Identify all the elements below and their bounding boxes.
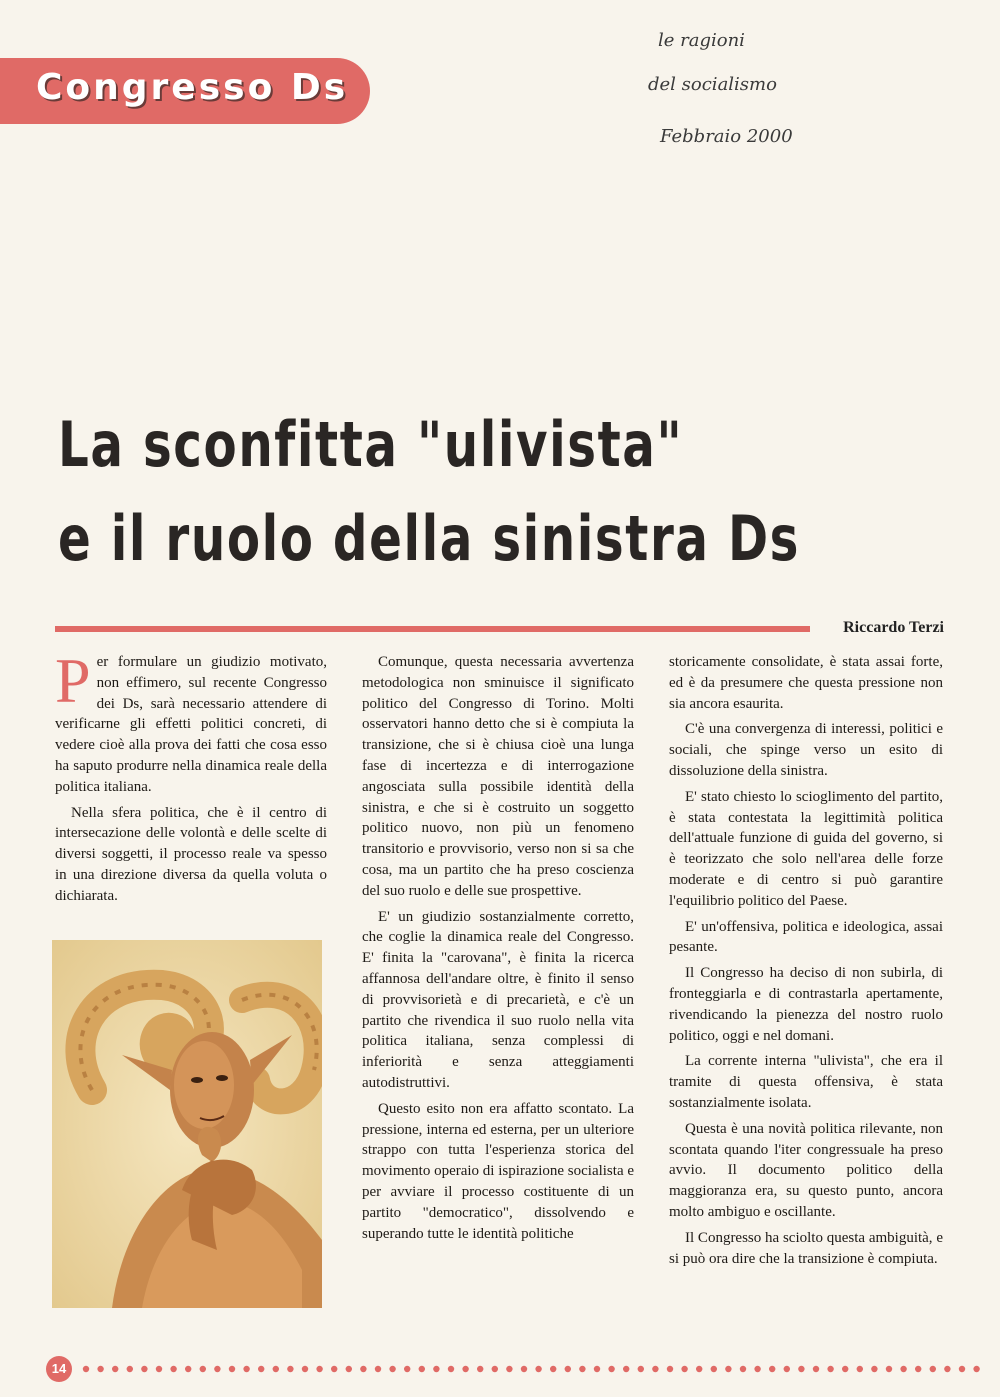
handwritten-line-3: Febbraio 2000 [660, 126, 793, 147]
footer-dot [784, 1366, 790, 1372]
footer-dot [200, 1366, 206, 1372]
footer-dot [404, 1366, 410, 1372]
footer-dot [915, 1366, 921, 1372]
footer-dot [127, 1366, 133, 1372]
footer-dot [506, 1366, 512, 1372]
paragraph: E' un'offensiva, politica e ideologica, assai pesante. [669, 918, 943, 956]
footer-dot [827, 1366, 833, 1372]
footer-dot [375, 1366, 381, 1372]
footer-dot [433, 1366, 439, 1372]
paragraph: Il Congresso ha sciolto questa ambiguità, e si può ora dire che la transizione è compiuta. [669, 1229, 943, 1267]
paragraph: Il Congresso ha deciso di non subirla, di fronteggiarla e di contrastarla apertamente, rivendicando la pienezza del nostro ruolo politico, oggi e nel domani. [669, 965, 943, 1044]
horned-figure-drawing [52, 940, 322, 1308]
footer-dot [258, 1366, 264, 1372]
footer-dot [871, 1366, 877, 1372]
footer-dot [638, 1366, 644, 1372]
footer-dot [112, 1366, 118, 1372]
paragraph-text: er formulare un giudizio motivato, non effimero, sul recente Congresso dei Ds, sarà necessario attendere di verificarne gli effetti politici concreti, di vedere cioè alla prova dei fatti che cosa esso ha saputo produrre nella dinamica reale della politica italiana. [55, 654, 327, 795]
footer-dot [83, 1366, 89, 1372]
paragraph: Questo esito non era affatto scontato. La pressione, interna ed esterna, per un ulteriore strappo con tutta l'esperienza storica del movimento operaio di ispirazione socialista e per avviare il processo costituente di un partito "democratico", dissolvendo e superando tutte le identità politiche [362, 1100, 635, 1242]
footer-dot [535, 1366, 541, 1372]
footer-dot [302, 1366, 308, 1372]
footer-dot [565, 1366, 571, 1372]
footer-dot [740, 1366, 746, 1372]
footer-dot [725, 1366, 731, 1372]
footer-dot [594, 1366, 600, 1372]
paragraph: C'è una convergenza di interessi, politici e sociali, che spinge verso un esito di dissoluzione della sinistra. [669, 721, 943, 779]
footer-dot [185, 1366, 191, 1372]
footer-dot [608, 1366, 614, 1372]
author-byline: Riccardo Terzi [843, 619, 944, 636]
handwritten-annotation-drawing [640, 20, 840, 160]
page-number-badge: 14 [46, 1356, 72, 1382]
handwritten-annotation [640, 20, 840, 160]
footer-dot [667, 1366, 673, 1372]
headline-line-1: La sconfitta "ulivista" [58, 408, 684, 481]
footer-dot [769, 1366, 775, 1372]
footer-dot [97, 1366, 103, 1372]
handwritten-line-1: le ragioni [658, 30, 745, 51]
footer-dot [521, 1366, 527, 1372]
footer-dot [944, 1366, 950, 1372]
footer-dot [229, 1366, 235, 1372]
footer-dot [448, 1366, 454, 1372]
footer-dot [959, 1366, 965, 1372]
footer-dot [973, 1366, 979, 1372]
footer-dot [711, 1366, 717, 1372]
text-column-3 [669, 652, 943, 1274]
footer-dot [389, 1366, 395, 1372]
footer-dot [360, 1366, 366, 1372]
footer-dot [842, 1366, 848, 1372]
footer-dot [156, 1366, 162, 1372]
text-column-1 [55, 645, 327, 912]
footer-dot [273, 1366, 279, 1372]
footer-dot [316, 1366, 322, 1372]
footer-dot [477, 1366, 483, 1372]
paragraph: Comunque, questa necessaria avvertenza metodologica non sminuisce il significato politico del Congresso di Torino. Molti osservatori hanno detto che si è compiuta la transizione, che si è chiusa cioè una lunga fase di incertezza e di interrogazione angosciata sulla possibile identità della sinistra, e che si è costruito un soggetto politico nuovo, non più un fenomeno transitorio e provvisorio, verso non si sa che cosa, ma un partito che ha preso coscienza del suo ruolo e delle sue prospettive. [362, 654, 634, 899]
footer-dot [141, 1366, 147, 1372]
footer-dot [798, 1366, 804, 1372]
headline-rule [55, 626, 810, 632]
footer-dot [813, 1366, 819, 1372]
footer-dot [696, 1366, 702, 1372]
footer-dot [419, 1366, 425, 1372]
paragraph: Nella sfera politica, che è il centro di intersecazione delle volontà e delle scelte di diversi soggetti, il processo reale va spesso in una direzione diversa da quella voluta o dichiarata. [55, 804, 327, 904]
footer-dot [886, 1366, 892, 1372]
text-column-2 [362, 652, 634, 1249]
footer-dot [754, 1366, 760, 1372]
footer-dot [346, 1366, 352, 1372]
footer-dot [857, 1366, 863, 1372]
paragraph: E' stato chiesto lo scioglimento del partito, è stata contestata la legittimità politica dell'attuale funzione di guida del governo, si è teorizzato che solo nell'area delle forze moderate e di centro si può garantire l'equilibrio politico del Paese. [669, 788, 943, 909]
section-label: Congresso Ds [36, 67, 349, 108]
section-tab [0, 58, 370, 124]
paragraph: E' un giudizio sostanzialmente corretto, che coglie la dinamica reale del Congresso. E' finita la "carovana", è finita la ricerca affannosa dell'andare oltre, è finito il senso di provvisorietà e di precarietà, e c'è un partito che rivendica il suo ruolo nella vita politica italiana, senza complessi di inferiorità e senza atteggiamenti autodistruttivi. [362, 908, 634, 1091]
footer-dot [579, 1366, 585, 1372]
illustration-horned-figure [52, 940, 322, 1308]
footer-dot [214, 1366, 220, 1372]
footer-dot [287, 1366, 293, 1372]
drop-cap: P [55, 645, 91, 716]
footer-dot [462, 1366, 468, 1372]
footer-dot [170, 1366, 176, 1372]
footer-dot [681, 1366, 687, 1372]
footer-dot [652, 1366, 658, 1372]
paragraph: La corrente interna "ulivista", che era il tramite di questa offensiva, è stata sostanzialmente isolata. [669, 1053, 943, 1111]
paragraph [55, 645, 327, 798]
footer-dot [623, 1366, 629, 1372]
footer-dot [900, 1366, 906, 1372]
footer-dot [331, 1366, 337, 1372]
footer-dot-rule [80, 1363, 980, 1375]
handwritten-line-2: del socialismo [648, 74, 777, 95]
article-headline [58, 398, 800, 586]
footer-dot [550, 1366, 556, 1372]
paragraph: Questa è una novità politica rilevante, non scontata quando l'iter congressuale ha preso avvio. Il documento politico della maggioranza era, su questo punto, ancora molto ambiguo e oscillante. [669, 1120, 943, 1220]
headline-line-2: e il ruolo della sinistra Ds [58, 502, 800, 575]
paragraph: storicamente consolidate, è stata assai forte, ed è da presumere che questa pressione non sia ancora esaurita. [669, 654, 943, 712]
footer-dot [492, 1366, 498, 1372]
footer-dot [243, 1366, 249, 1372]
footer-dot [930, 1366, 936, 1372]
